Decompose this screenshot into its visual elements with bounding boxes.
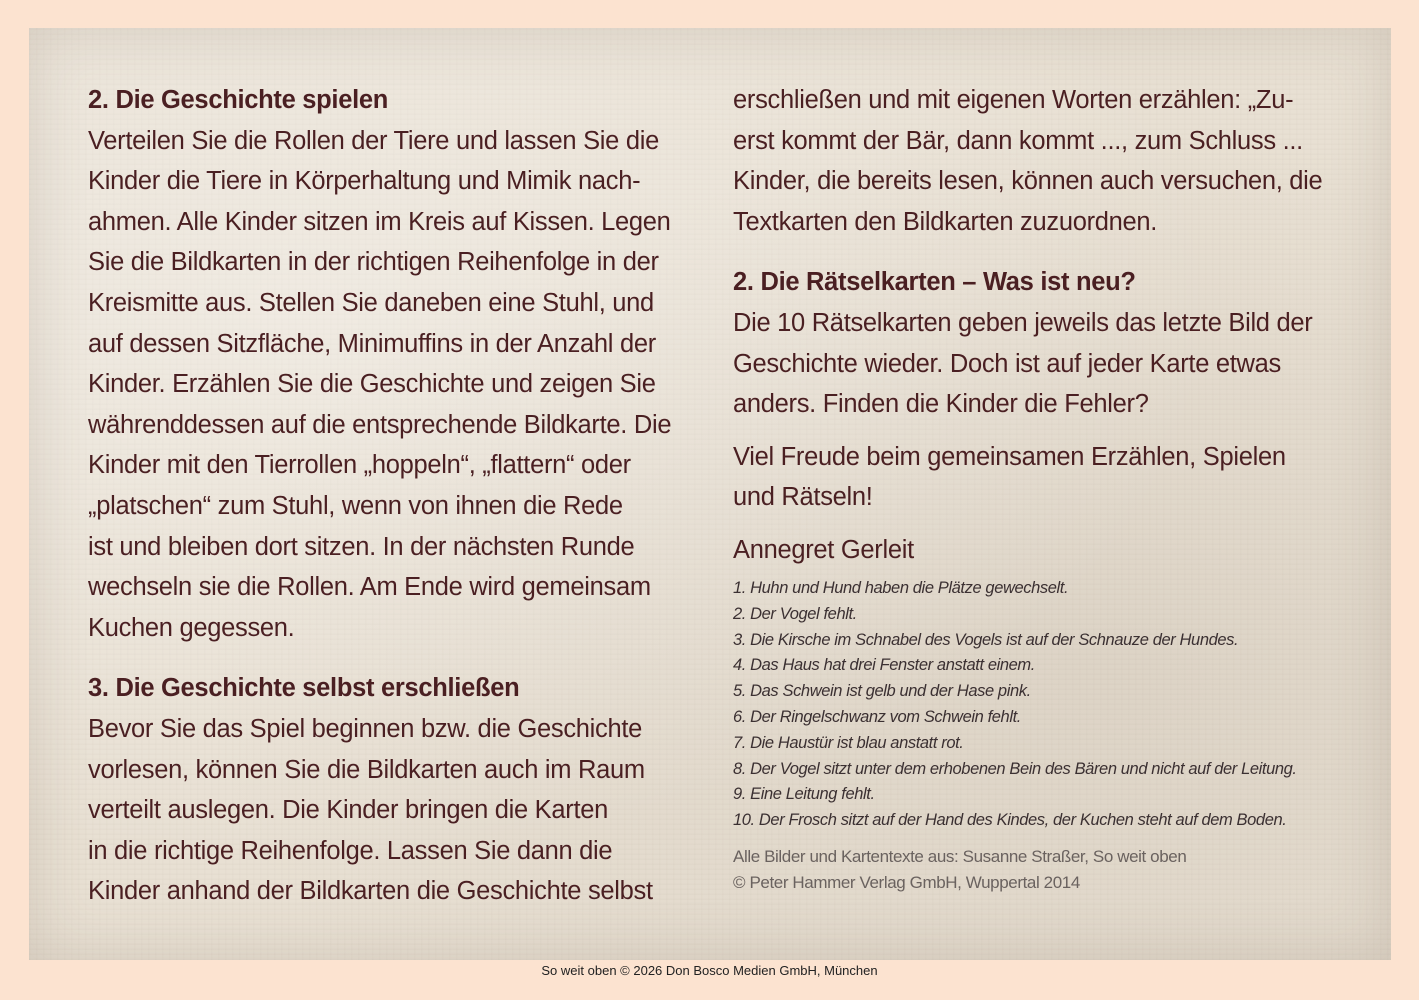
image-credits xyxy=(733,844,1363,896)
solution-item: 6. Der Ringelschwanz vom Schwein fehlt. xyxy=(733,707,1021,726)
solution-item: 7. Die Haustür ist blau anstatt rot. xyxy=(733,733,964,752)
solution-item: 8. Der Vogel sitzt unter dem erhobenen Bein des Bären und nicht auf der Leitung. xyxy=(733,759,1297,778)
explore-story-continuation xyxy=(733,80,1363,242)
section-heading-explore-story: 3. Die Geschichte selbst erschließen xyxy=(88,674,520,703)
text-line: Kinder. Erzählen Sie die Geschichte und zeigen Sie xyxy=(88,370,656,399)
author-name: Annegret Gerleit xyxy=(733,535,914,564)
text-line: erst kommt der Bär, dann kommt ..., zum Schluss ... xyxy=(733,126,1303,155)
text-line: Verteilen Sie die Rollen der Tiere und lassen Sie die xyxy=(88,126,659,155)
text-line: Sie die Bildkarten in der richtigen Reihenfolge in der xyxy=(88,248,659,277)
left-column xyxy=(88,80,698,912)
text-line: Kinder mit den Tierrollen „hoppeln“, „flattern“ oder xyxy=(88,451,631,480)
text-line: verteilt auslegen. Die Kinder bringen die Karten xyxy=(88,796,609,825)
spacer xyxy=(733,242,1363,262)
solution-item: 1. Huhn und Hund haben die Plätze gewechselt. xyxy=(733,578,1069,597)
copyright-footer: So weit oben © 2026 Don Bosco Medien GmbH, München xyxy=(541,963,878,978)
text-line: in die richtige Reihenfolge. Lassen Sie dann die xyxy=(88,836,613,865)
text-line: ist und bleiben dort sitzen. In der nächsten Runde xyxy=(88,532,635,561)
text-line: Kinder die Tiere in Körperhaltung und Mimik nach- xyxy=(88,167,641,196)
solutions-list xyxy=(733,576,1363,834)
spacer xyxy=(733,518,1363,530)
credit-line: Alle Bilder und Kartentexte aus: Susanne Straßer, So weit oben xyxy=(733,846,1187,866)
text-line: „platschen“ zum Stuhl, wenn von ihnen die Rede xyxy=(88,491,623,520)
text-line: Textkarten den Bildkarten zuzuordnen. xyxy=(733,207,1158,236)
text-line: Kuchen gegessen. xyxy=(88,613,295,642)
text-line: und Rätseln! xyxy=(733,483,873,512)
text-line: währenddessen auf die entsprechende Bildkarte. Die xyxy=(88,410,672,439)
text-line: wechseln sie die Rollen. Am Ende wird gemeinsam xyxy=(88,573,651,602)
text-line: Kinder anhand der Bildkarten die Geschichte selbst xyxy=(88,877,653,906)
spacer xyxy=(88,648,698,668)
solution-item: 3. Die Kirsche im Schnabel des Vogels ist auf der Schnauze der Hundes. xyxy=(733,630,1239,649)
solution-item: 9. Eine Leitung fehlt. xyxy=(733,785,875,804)
text-line: Bevor Sie das Spiel beginnen bzw. die Geschichte xyxy=(88,714,643,743)
text-line: vorlesen, können Sie die Bildkarten auch im Raum xyxy=(88,755,645,784)
text-line: Kinder, die bereits lesen, können auch versuchen, die xyxy=(733,167,1323,196)
section-heading-play-story: 2. Die Geschichte spielen xyxy=(88,86,389,114)
solution-item: 2. Der Vogel fehlt. xyxy=(733,604,857,623)
text-line: Die 10 Rätselkarten geben jeweils das letzte Bild der xyxy=(733,308,1313,337)
section-heading-riddle-cards: 2. Die Rätselkarten – Was ist neu? xyxy=(733,268,1136,297)
play-story-text xyxy=(88,121,698,649)
solution-item: 5. Das Schwein ist gelb und der Hase pink. xyxy=(733,682,1031,701)
text-line: auf dessen Sitzfläche, Minimuffins in der Anzahl der xyxy=(88,329,656,358)
spacer xyxy=(733,425,1363,437)
text-line: Viel Freude beim gemeinsamen Erzählen, Spielen xyxy=(733,442,1286,471)
explore-story-text xyxy=(88,709,698,912)
text-line: erschließen und mit eigenen Worten erzählen: „Zu- xyxy=(733,86,1294,114)
riddle-cards-text xyxy=(733,303,1363,425)
text-line: Geschichte wieder. Doch ist auf jeder Karte etwas xyxy=(733,349,1281,378)
text-line: anders. Finden die Kinder die Fehler? xyxy=(733,390,1149,419)
solution-item: 10. Der Frosch sitzt auf der Hand des Kindes, der Kuchen steht auf dem Boden. xyxy=(733,811,1287,830)
solution-item: 4. Das Haus hat drei Fenster anstatt einem. xyxy=(733,656,1035,675)
text-line: Kreismitte aus. Stellen Sie daneben eine Stuhl, und xyxy=(88,288,654,317)
right-column xyxy=(733,80,1363,896)
text-line: ahmen. Alle Kinder sitzen im Kreis auf Kissen. Legen xyxy=(88,207,671,236)
closing-text xyxy=(733,437,1363,518)
credit-line: © Peter Hammer Verlag GmbH, Wuppertal 2014 xyxy=(733,872,1080,892)
